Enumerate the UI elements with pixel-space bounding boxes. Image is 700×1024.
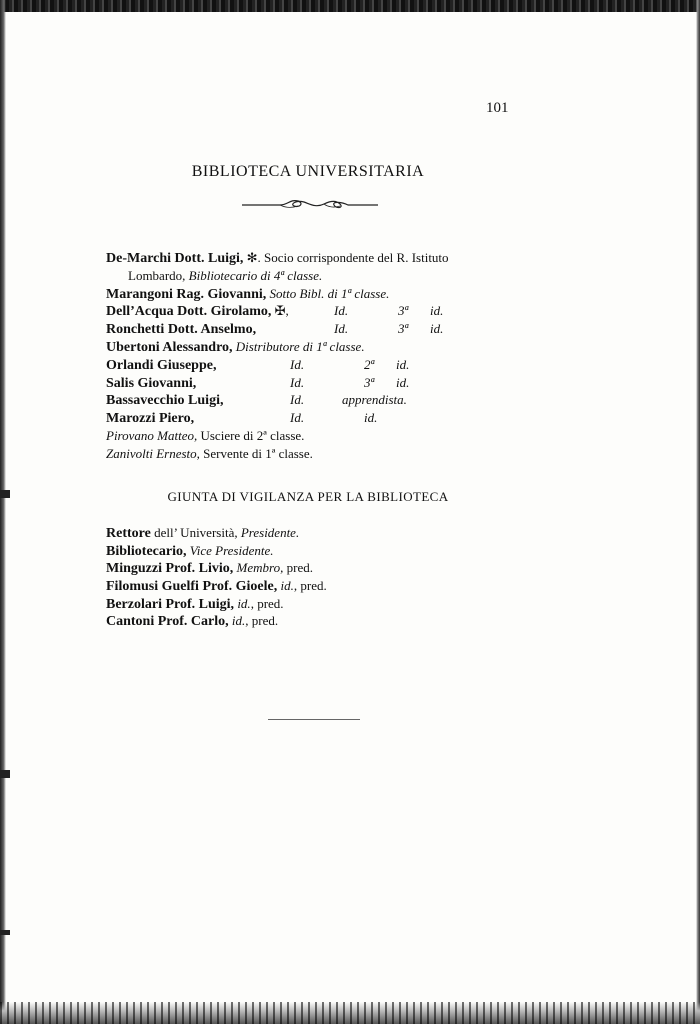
list-item <box>106 268 526 286</box>
list-item <box>106 613 526 631</box>
member-role: Membro, <box>236 560 284 576</box>
member-name: Bibliotecario, <box>106 543 187 559</box>
binding-mark <box>0 770 10 778</box>
staff-grade: id. <box>396 374 410 390</box>
staff-name: Bassavecchio Luigi, <box>106 393 224 409</box>
member-role: Presidente. <box>240 525 300 540</box>
staff-name: Ubertoni Alessandro, <box>106 339 233 355</box>
member-text: dell’ Università, <box>150 525 241 540</box>
list-item <box>106 410 526 428</box>
staff-name: Zanivolti Ernesto, <box>106 445 200 461</box>
staff-grade: 3ª <box>364 374 375 390</box>
list-item <box>106 428 526 446</box>
member-text: , pred. <box>245 613 279 629</box>
staff-name: Pirovano Matteo, <box>106 427 198 443</box>
list-item <box>106 286 526 304</box>
page-right-edge <box>696 0 700 1024</box>
list-item <box>106 303 526 321</box>
staff-name: Salis Giovanni, <box>106 375 197 391</box>
member-role: id. <box>237 595 251 611</box>
member-text: pred. <box>283 560 313 576</box>
staff-name: Ronchetti Dott. Anselmo, <box>106 322 257 338</box>
staff-list <box>106 250 526 464</box>
list-item <box>106 392 526 410</box>
cross-icon: ✠, <box>274 303 289 319</box>
member-name: Filomusi Guelfi Prof. Gioele, <box>106 579 278 595</box>
staff-role: Id. <box>290 410 305 426</box>
committee-list <box>106 525 526 631</box>
list-item <box>106 339 526 357</box>
staff-role: Id. <box>290 356 305 372</box>
page-number: 101 <box>486 100 509 116</box>
staff-role: Id. <box>334 303 349 319</box>
staff-grade: id. <box>430 321 444 337</box>
list-item <box>106 525 526 543</box>
member-text: , pred. <box>293 578 327 594</box>
page-title: BIBLIOTECA UNIVERSITARIA <box>191 163 425 180</box>
section-title: GIUNTA DI VIGILANZA PER LA BIBLIOTECA <box>167 489 449 504</box>
knight-cross-icon: ✻. <box>246 250 261 265</box>
list-item <box>106 357 526 375</box>
staff-role: Servente di 1ª classe. <box>199 445 313 461</box>
staff-name: Marangoni Rag. Giovanni, <box>106 286 267 302</box>
list-item <box>106 596 526 614</box>
page-bottom-edge <box>0 1002 700 1024</box>
staff-role: Usciere di 2ª classe. <box>197 427 305 443</box>
staff-grade: 3ª <box>398 303 409 319</box>
member-text: , pred. <box>250 595 284 611</box>
staff-role: Id. <box>290 392 305 408</box>
staff-role: Socio corrispondente del R. Istituto <box>260 250 449 265</box>
list-item <box>106 578 526 596</box>
member-name: Minguzzi Prof. Livio, <box>106 561 234 577</box>
member-role: id. <box>280 578 294 594</box>
staff-role: Id. <box>334 321 349 337</box>
page-left-edge <box>0 0 6 1024</box>
page-top-edge <box>0 0 700 12</box>
staff-name: Orlandi Giuseppe, <box>106 357 217 373</box>
member-name: Cantoni Prof. Carlo, <box>106 614 229 630</box>
closing-rule <box>268 719 360 720</box>
list-item <box>106 446 526 464</box>
member-name: Rettore <box>106 526 151 541</box>
staff-grade: 2ª <box>364 356 375 372</box>
member-name: Berzolari Prof. Luigi, <box>106 596 235 612</box>
member-role: Vice Presidente. <box>189 542 274 558</box>
staff-grade: 3ª <box>398 321 409 337</box>
staff-grade: id. <box>364 410 378 426</box>
list-item <box>106 250 526 268</box>
staff-role: Lombardo, <box>128 267 189 283</box>
member-role: id. <box>231 613 246 629</box>
staff-role: Distributore di 1ª classe. <box>235 338 365 354</box>
staff-grade: id. <box>430 303 444 319</box>
ornament-divider-icon <box>240 196 380 212</box>
list-item <box>106 560 526 578</box>
staff-role: Bibliotecario di 4ª classe. <box>188 267 323 283</box>
staff-grade: id. <box>396 356 410 372</box>
list-item <box>106 321 526 339</box>
staff-name: Marozzi Piero, <box>106 411 195 427</box>
list-item <box>106 543 526 561</box>
staff-role: Sotto Bibl. di 1ª classe. <box>269 285 390 301</box>
staff-role: Id. <box>290 374 305 390</box>
binding-mark <box>0 930 10 935</box>
staff-name: De-Marchi Dott. Luigi, <box>106 251 244 266</box>
list-item <box>106 375 526 393</box>
staff-name: Dell’Acqua Dott. Girolamo, <box>106 304 272 320</box>
staff-grade: apprendista. <box>342 392 407 408</box>
